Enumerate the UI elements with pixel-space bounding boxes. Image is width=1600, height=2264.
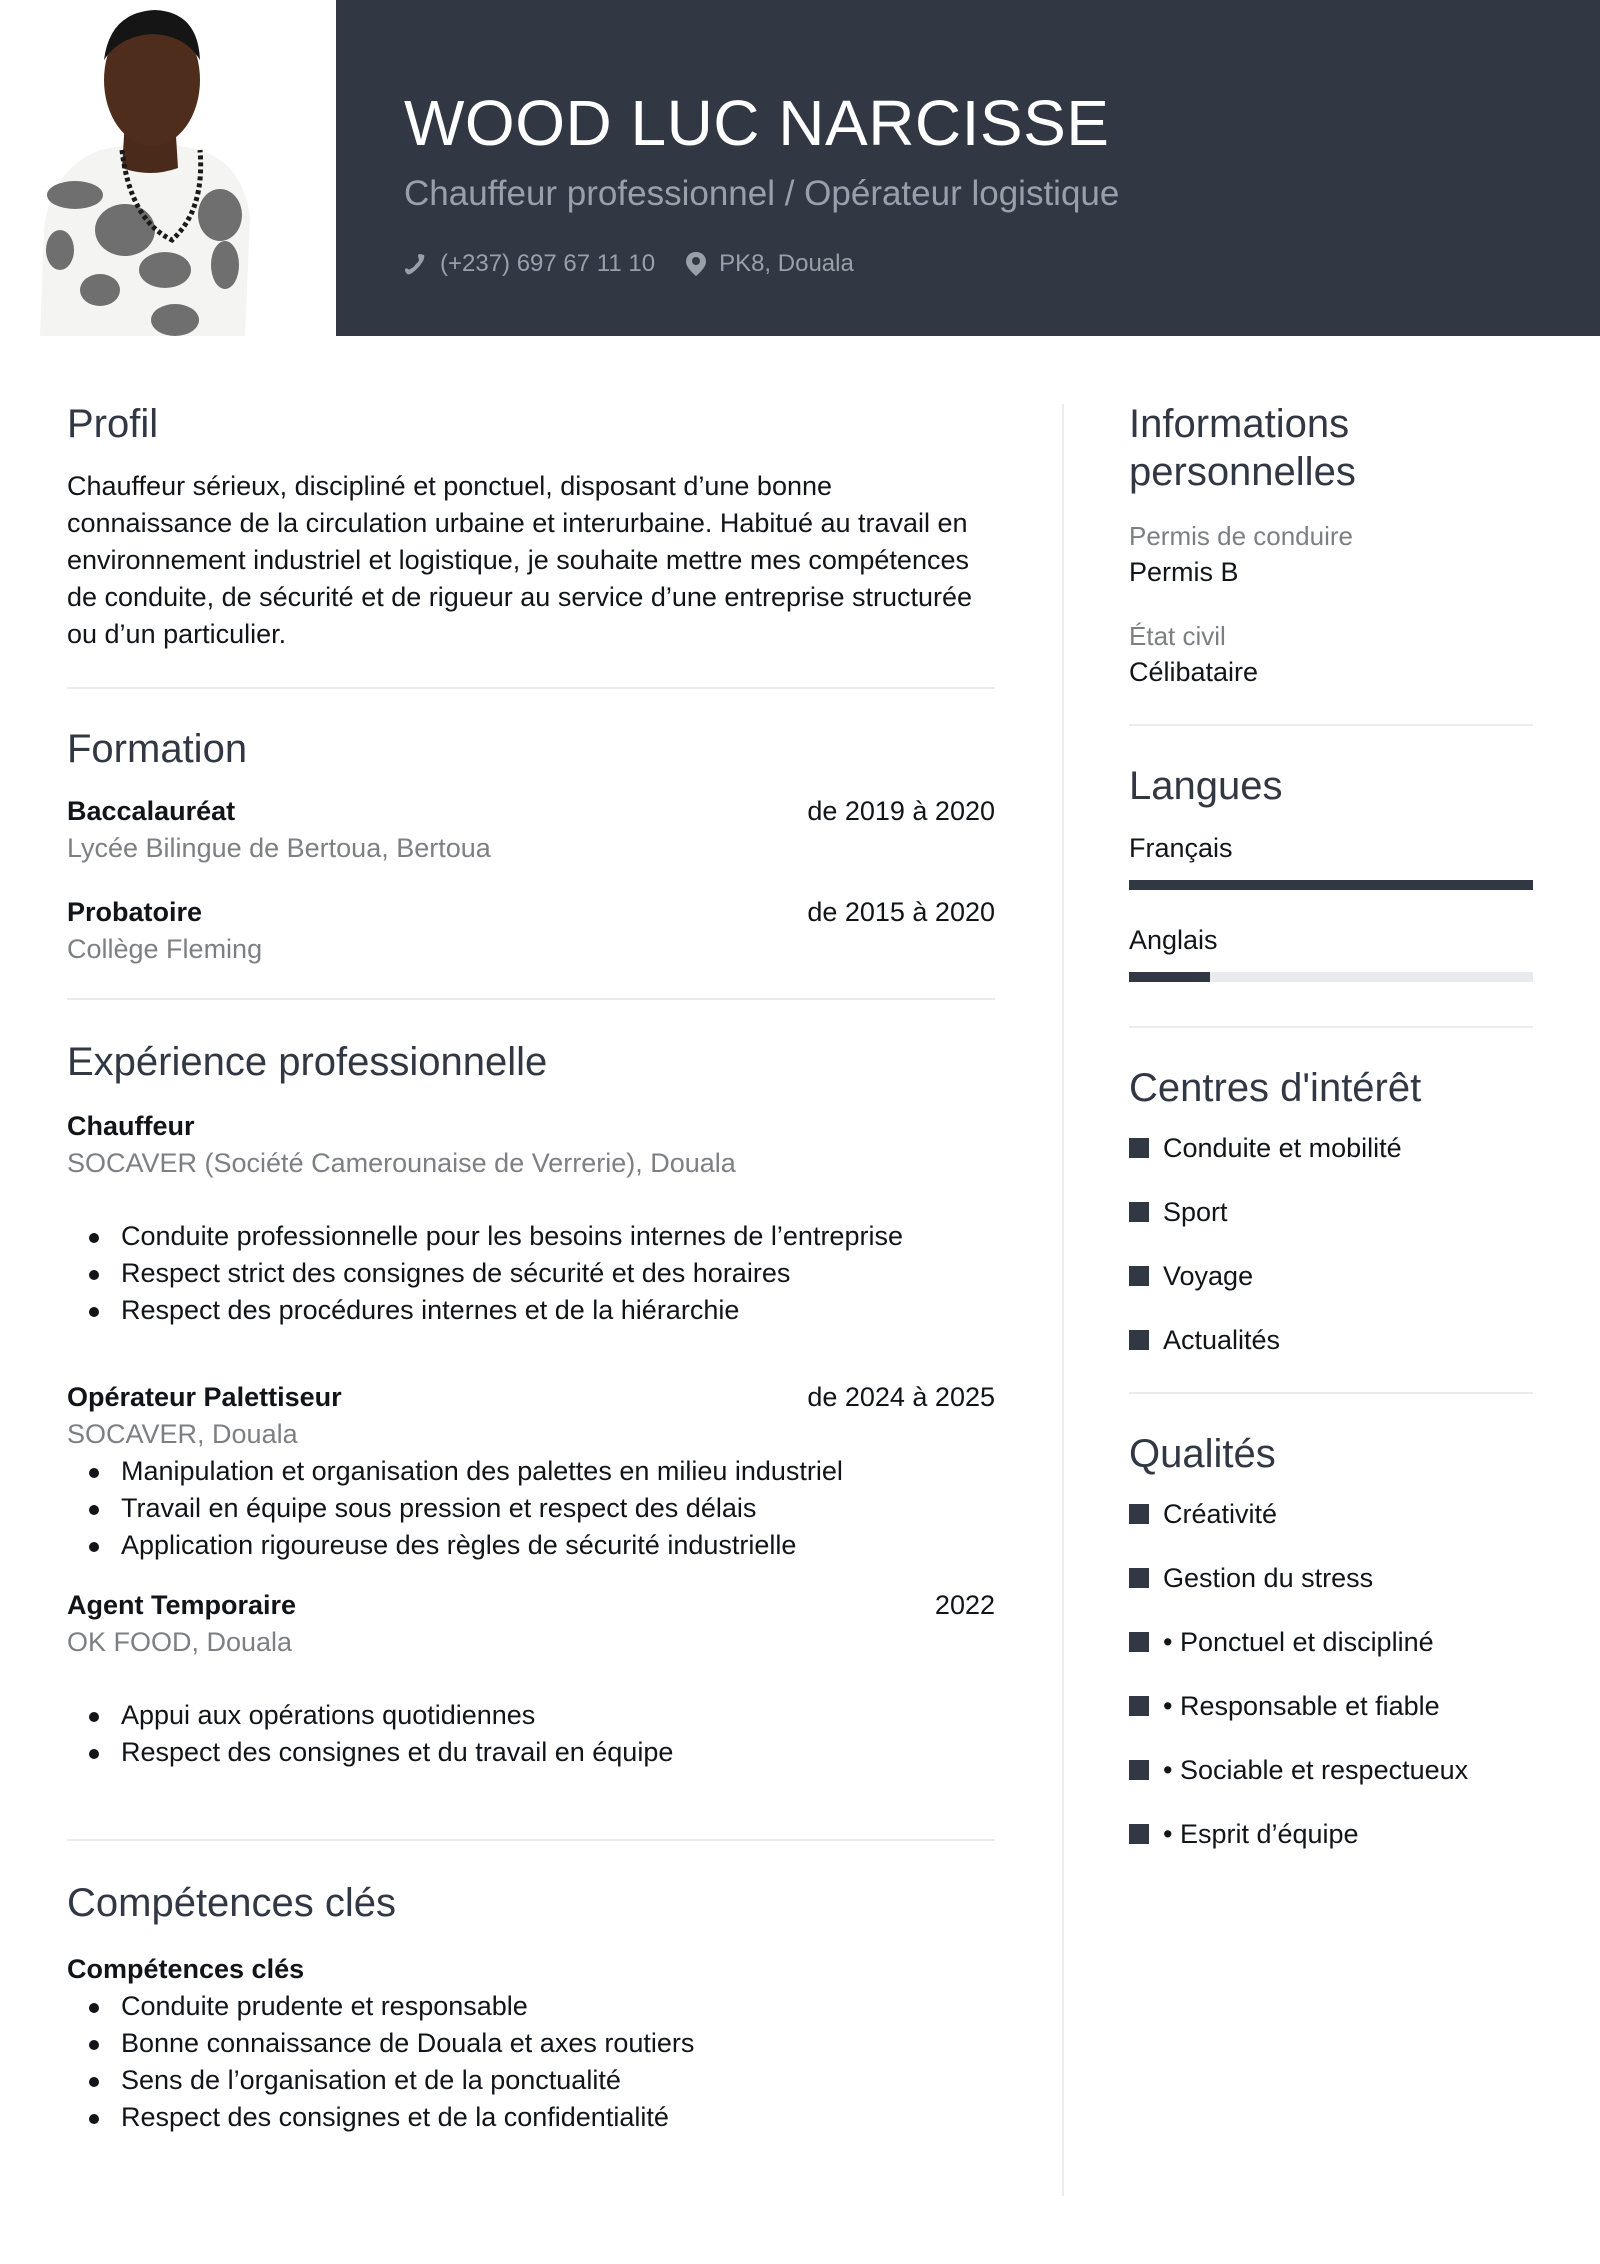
language-level-bar	[1129, 972, 1533, 982]
experience-company: SOCAVER, Douala	[67, 1419, 298, 1449]
profile-photo	[0, 0, 336, 336]
experience-item	[67, 1108, 995, 1329]
bullet-item: Application rigoureuse des règles de sécurité industrielle	[67, 1527, 995, 1564]
experience-item	[67, 1587, 995, 1771]
education-school: Collège Fleming	[67, 934, 263, 964]
section-title-profile: Profil	[67, 402, 159, 446]
skills-subtitle: Compétences clés	[67, 1954, 305, 1984]
education-school: Lycée Bilingue de Bertoua, Bertoua	[67, 833, 491, 863]
square-bullet-icon	[1129, 1202, 1149, 1222]
section-divider	[67, 998, 995, 1000]
column-divider	[1062, 404, 1064, 2196]
candidate-headline: Chauffeur professionnel / Opérateur logistique	[404, 174, 1120, 213]
interest-item	[1129, 1244, 1533, 1308]
quality-item	[1129, 1674, 1533, 1738]
bullet-item: Respect des consignes et du travail en équipe	[67, 1734, 995, 1771]
bullet-item: Respect des consignes et de la confidentialité	[67, 2099, 995, 2136]
education-section	[67, 725, 995, 968]
quality-item	[1129, 1546, 1533, 1610]
interest-label: Sport	[1163, 1196, 1228, 1227]
quality-label: • Ponctuel et discipliné	[1163, 1626, 1434, 1657]
qualities-section	[1129, 1430, 1533, 1866]
title-line: Informations	[1129, 402, 1350, 446]
education-degree: Probatoire	[67, 897, 203, 927]
quality-label: Créativité	[1163, 1498, 1278, 1529]
experience-role: Opérateur Palettiseur	[67, 1382, 342, 1412]
experience-section	[67, 1038, 995, 1771]
experience-role: Agent Temporaire	[67, 1590, 297, 1620]
quality-item	[1129, 1482, 1533, 1546]
language-item	[1129, 830, 1533, 890]
main-column	[67, 400, 995, 2136]
bullet-item: Bonne connaissance de Douala et axes routiers	[67, 2025, 995, 2062]
contact-info	[404, 250, 884, 278]
section-divider	[1129, 1026, 1533, 1028]
section-title-skills: Compétences clés	[67, 1881, 397, 1925]
quality-item	[1129, 1738, 1533, 1802]
language-level-bar	[1129, 880, 1533, 890]
language-name: Anglais	[1129, 925, 1218, 955]
square-bullet-icon	[1129, 1760, 1149, 1780]
skills-section	[67, 1879, 995, 2136]
profile-section	[67, 400, 995, 653]
education-dates: de 2019 à 2020	[807, 796, 995, 826]
section-divider	[67, 687, 995, 689]
personal-info-section	[1129, 400, 1533, 690]
square-bullet-icon	[1129, 1330, 1149, 1350]
experience-item	[67, 1379, 995, 1564]
experience-company: SOCAVER (Société Camerounaise de Verrerie), Douala	[67, 1148, 736, 1178]
section-title-experience: Expérience professionnelle	[67, 1040, 548, 1084]
quality-label: • Esprit d’équipe	[1163, 1818, 1359, 1849]
bullet-item: Respect strict des consignes de sécurité et des horaires	[67, 1255, 995, 1292]
map-pin-icon	[685, 251, 707, 277]
header-banner	[336, 0, 1600, 336]
experience-dates: 2022	[934, 1590, 995, 1620]
section-title-qualities: Qualités	[1129, 1432, 1276, 1476]
bullet-item: Travail en équipe sous pression et respect des délais	[67, 1490, 995, 1527]
interests-section	[1129, 1064, 1533, 1372]
info-label: Permis de conduire	[1129, 521, 1353, 551]
bullet-item: Sens de l’organisation et de la ponctualité	[67, 2062, 995, 2099]
interest-item	[1129, 1180, 1533, 1244]
experience-dates: de 2024 à 2025	[807, 1382, 995, 1412]
interest-item	[1129, 1116, 1533, 1180]
section-divider	[1129, 724, 1533, 726]
quality-label: • Responsable et fiable	[1163, 1690, 1440, 1721]
education-item	[67, 894, 995, 968]
square-bullet-icon	[1129, 1824, 1149, 1844]
skills-bullets	[67, 1988, 995, 2136]
info-field	[1129, 618, 1533, 690]
education-degree: Baccalauréat	[67, 796, 236, 826]
section-title-personal-info	[1129, 400, 1533, 496]
quality-label: • Sociable et respectueux	[1163, 1754, 1469, 1785]
info-field	[1129, 518, 1533, 590]
language-name: Français	[1129, 833, 1233, 863]
quality-item	[1129, 1802, 1533, 1866]
interest-item	[1129, 1308, 1533, 1372]
bullet-item: Manipulation et organisation des palettes en milieu industriel	[67, 1453, 995, 1490]
phone-number: (+237) 697 67 11 10	[440, 250, 656, 277]
languages-section	[1129, 762, 1533, 982]
experience-company: OK FOOD, Douala	[67, 1627, 293, 1657]
experience-bullets	[67, 1218, 995, 1329]
title-line: personnelles	[1129, 450, 1356, 494]
location-text: PK8, Douala	[719, 250, 854, 277]
education-item	[67, 793, 995, 867]
quality-label: Gestion du stress	[1163, 1562, 1374, 1593]
interest-label: Actualités	[1163, 1324, 1281, 1355]
section-divider	[67, 1839, 995, 1841]
experience-bullets	[67, 1697, 995, 1771]
contact-phone	[404, 250, 655, 278]
section-title-languages: Langues	[1129, 764, 1283, 808]
bullet-item: Respect des procédures internes et de la hiérarchie	[67, 1292, 995, 1329]
square-bullet-icon	[1129, 1568, 1149, 1588]
language-level-fill	[1129, 880, 1533, 890]
square-bullet-icon	[1129, 1632, 1149, 1652]
square-bullet-icon	[1129, 1138, 1149, 1158]
interest-label: Voyage	[1163, 1260, 1254, 1291]
section-title-interests: Centres d'intérêt	[1129, 1066, 1422, 1110]
bullet-item: Conduite prudente et responsable	[67, 1988, 995, 2025]
square-bullet-icon	[1129, 1266, 1149, 1286]
candidate-name: WOOD LUC NARCISSE	[404, 87, 1110, 159]
square-bullet-icon	[1129, 1504, 1149, 1524]
info-label: État civil	[1129, 621, 1226, 651]
bullet-item: Conduite professionnelle pour les besoins internes de l’entreprise	[67, 1218, 995, 1255]
profile-summary: Chauffeur sérieux, discipliné et ponctuel, disposant d’une bonne connaissance de la circulation urbaine et interurbaine. Habitué au travail en environnement industriel et logistique, je souhaite mettre mes compétences de conduite, de sécurité et de rigueur au service d’une entreprise structurée ou d’un particulier.	[67, 471, 973, 649]
bullet-item: Appui aux opérations quotidiennes	[67, 1697, 995, 1734]
square-bullet-icon	[1129, 1696, 1149, 1716]
phone-icon	[404, 252, 428, 276]
education-dates: de 2015 à 2020	[807, 897, 995, 927]
section-divider	[1129, 1392, 1533, 1394]
section-title-education: Formation	[67, 727, 248, 771]
contact-location	[685, 250, 854, 278]
experience-bullets	[67, 1453, 995, 1564]
sidebar-column	[1129, 400, 1533, 1866]
info-value: Célibataire	[1129, 657, 1259, 687]
language-item	[1129, 922, 1533, 982]
person-photo-icon	[0, 0, 336, 336]
info-value: Permis B	[1129, 557, 1239, 587]
language-level-fill	[1129, 972, 1210, 982]
experience-role: Chauffeur	[67, 1111, 195, 1141]
interest-label: Conduite et mobilité	[1163, 1132, 1402, 1163]
qualities-list	[1129, 1482, 1533, 1866]
quality-item	[1129, 1610, 1533, 1674]
interests-list	[1129, 1116, 1533, 1372]
